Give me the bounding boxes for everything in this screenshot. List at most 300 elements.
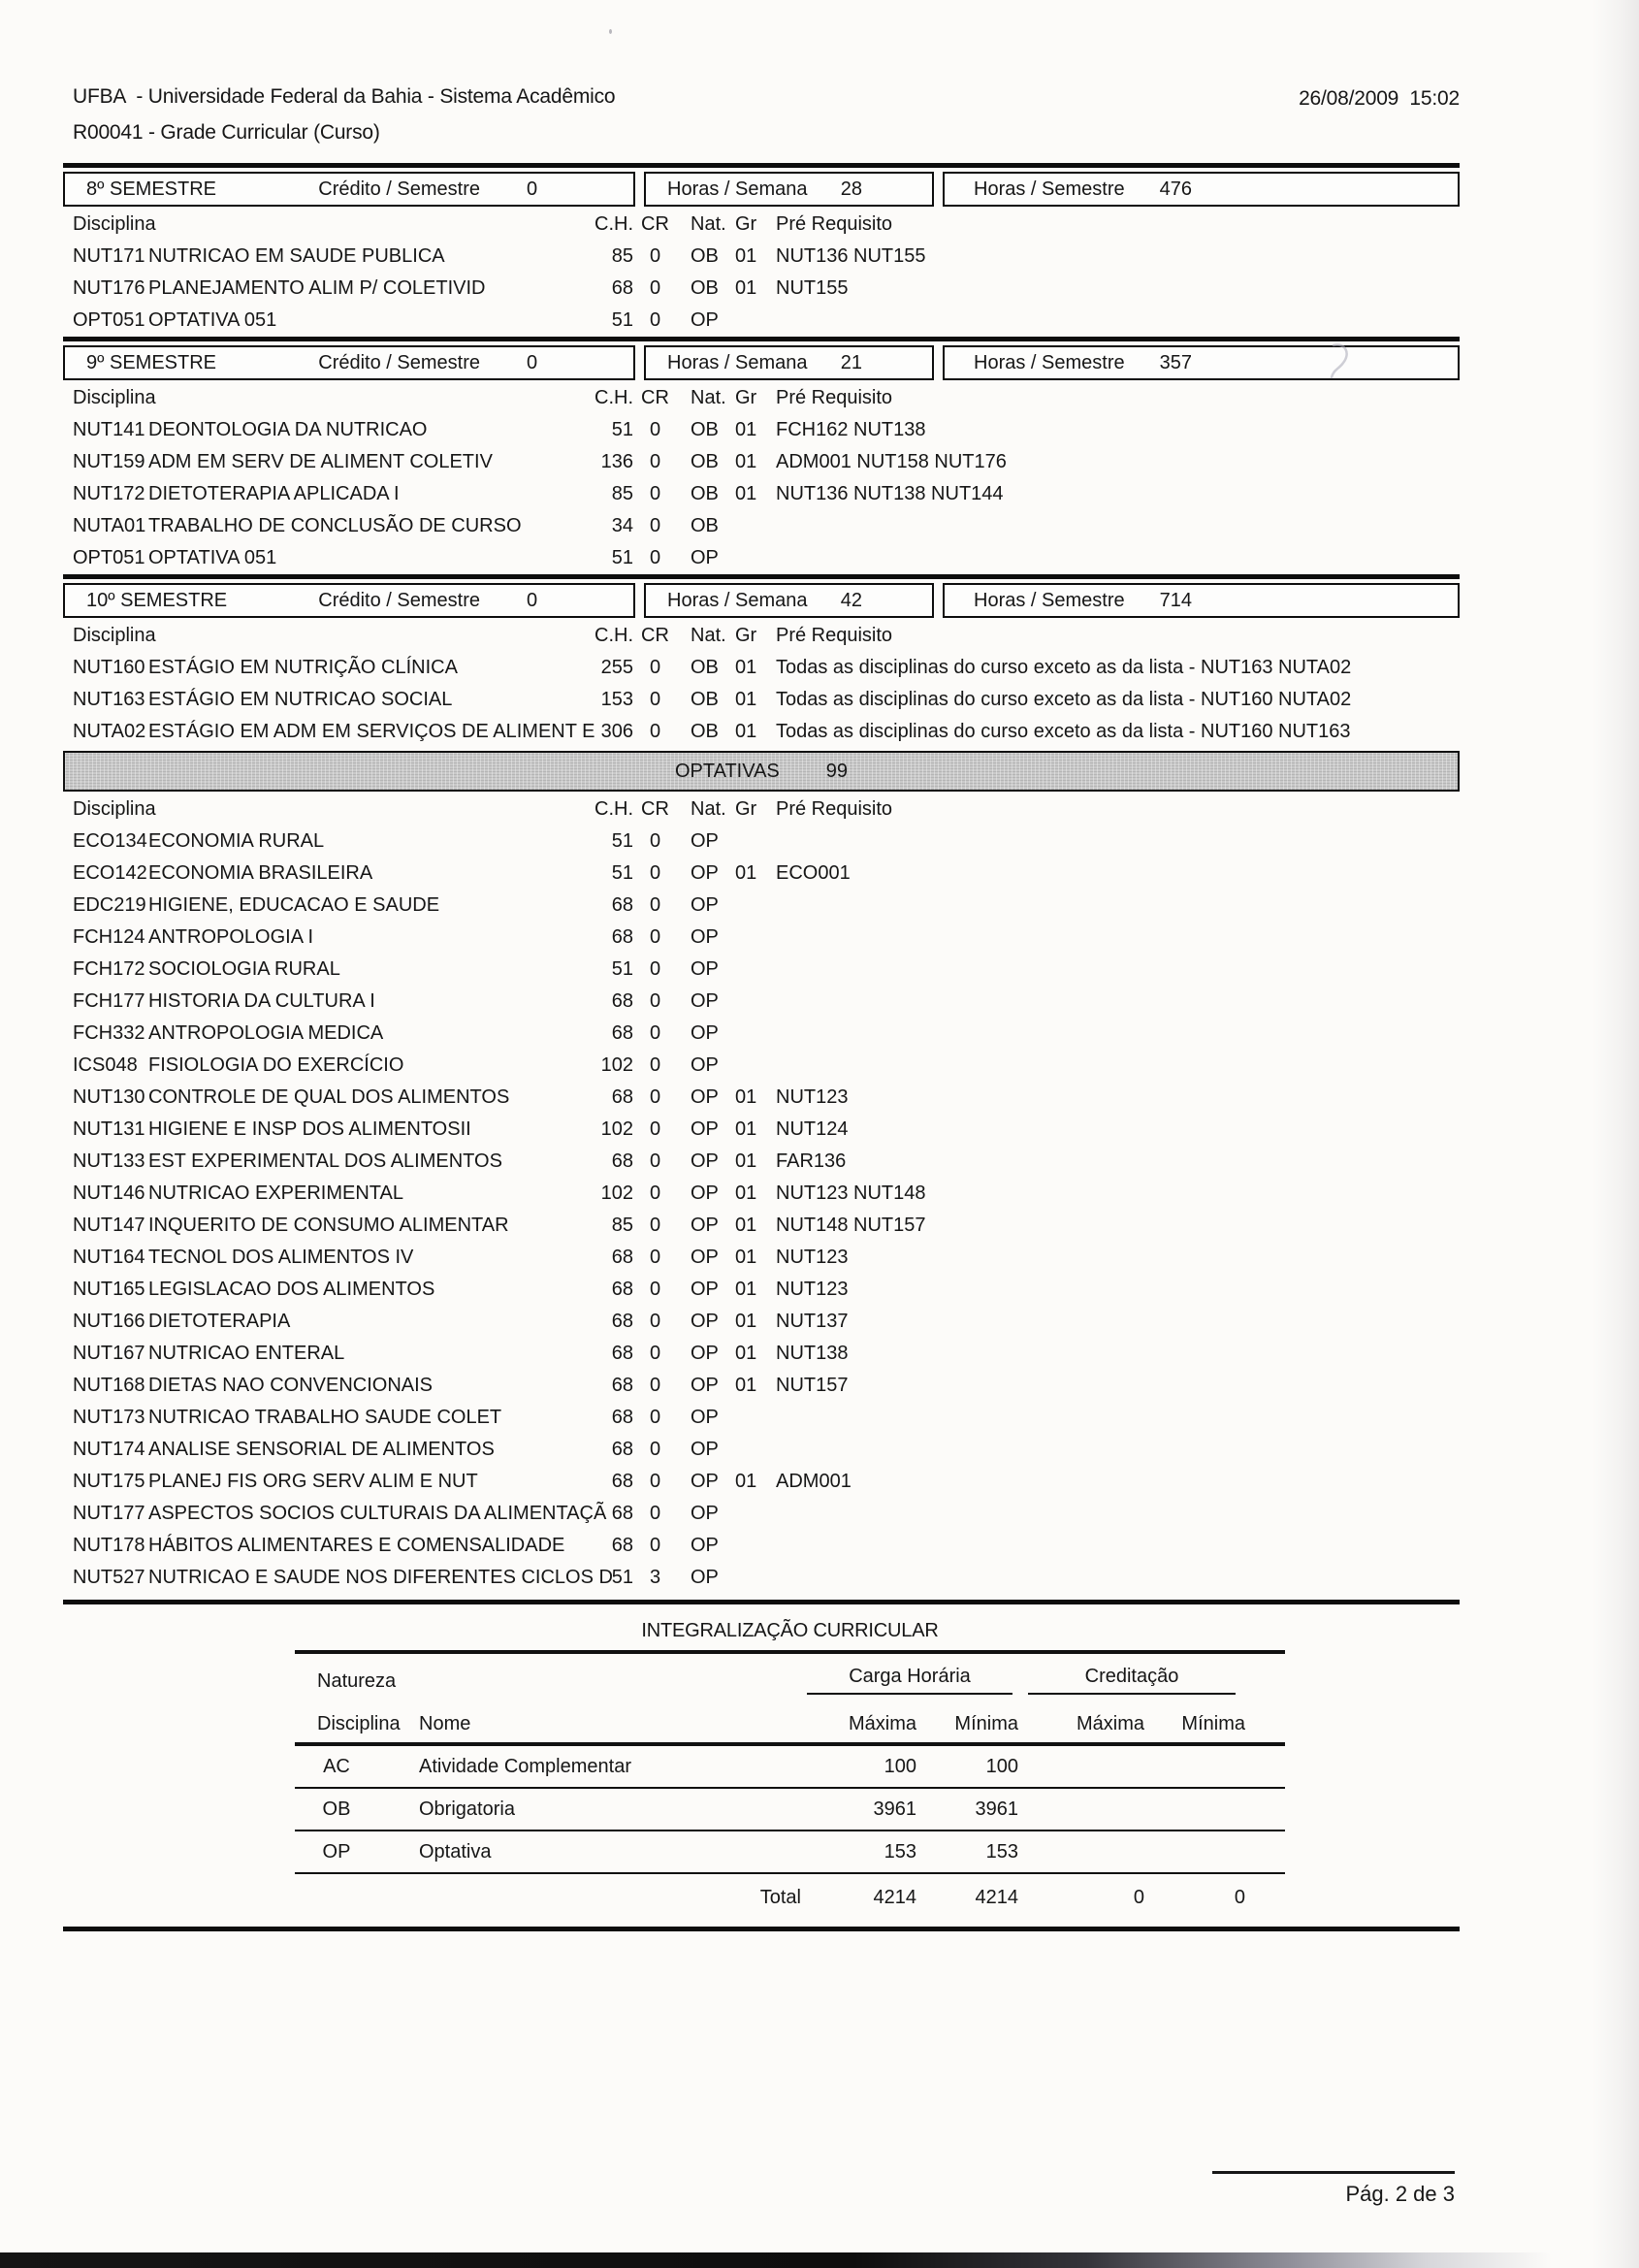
- discipline-cr: 0: [649, 1247, 661, 1268]
- discipline-code: FCH332: [73, 1022, 145, 1044]
- discipline-cr: 0: [649, 1375, 661, 1396]
- divider-rule: [63, 574, 1460, 579]
- column-nat: Nat.: [691, 625, 726, 646]
- discipline-row: [63, 1018, 1460, 1050]
- hours-per-semester-label: Horas / Semestre: [974, 178, 1125, 200]
- discipline-name: DIETOTERAPIA APLICADA I: [148, 483, 400, 504]
- optativas-title: OPTATIVAS: [674, 760, 780, 782]
- total-cred-minima: 0: [1234, 1886, 1245, 1908]
- discipline-row: [63, 1338, 1460, 1370]
- discipline-gr: 01: [735, 1118, 757, 1140]
- discipline-gr: 01: [735, 721, 757, 742]
- discipline-code: FCH177: [73, 990, 145, 1012]
- discipline-nat: OP: [691, 1279, 719, 1300]
- discipline-row: [63, 305, 1460, 337]
- integralizacao-column-headers: [295, 1695, 1285, 1742]
- carga-minima-value: 100: [985, 1755, 1018, 1777]
- discipline-nat: OP: [691, 1407, 719, 1428]
- discipline-name: HIGIENE E INSP DOS ALIMENTOSII: [148, 1118, 471, 1140]
- columns-header: [63, 209, 1460, 241]
- scan-edge-shadow: [1592, 0, 1639, 2268]
- discipline-gr: 01: [735, 451, 757, 472]
- discipline-code: NUT146: [73, 1183, 145, 1204]
- discipline-gr: 01: [735, 689, 757, 710]
- semester-section-8: [63, 163, 1460, 337]
- columns-header: [63, 382, 1460, 414]
- discipline-nat: OB: [691, 657, 719, 678]
- column-cr: CR: [641, 625, 669, 646]
- discipline-prereq: ADM001 NUT158 NUT176: [776, 451, 1007, 472]
- semester-title: 10º SEMESTRE: [86, 589, 228, 611]
- discipline-nat: OP: [691, 1375, 719, 1396]
- semester-header-bar: [63, 345, 1460, 380]
- carga-maxima-value: 100: [884, 1755, 916, 1777]
- discipline-nat: OB: [691, 277, 719, 299]
- discipline-cr: 0: [649, 245, 661, 267]
- discipline-code: ICS048: [73, 1054, 138, 1076]
- credit-per-semester-label: Crédito / Semestre: [318, 178, 480, 200]
- discipline-name: NUTRICAO EXPERIMENTAL: [148, 1183, 403, 1204]
- column-nat: Nat.: [691, 798, 726, 820]
- discipline-gr: 01: [735, 1279, 757, 1300]
- discipline-gr: 01: [735, 1150, 757, 1172]
- discipline-prereq: FAR136: [776, 1150, 847, 1172]
- discipline-nat: OP: [691, 1118, 719, 1140]
- discipline-gr: 01: [735, 1375, 757, 1396]
- discipline-prereq: Todas as disciplinas do curso exceto as da lista - NUT160 NUTA02: [776, 689, 1352, 710]
- column-prereq: Pré Requisito: [776, 798, 893, 820]
- divider-rule: [63, 1600, 1460, 1604]
- column-prereq: Pré Requisito: [776, 625, 893, 646]
- discipline-code: NUT166: [73, 1311, 145, 1332]
- discipline-prereq: NUT148 NUT157: [776, 1215, 926, 1236]
- discipline-code: ECO134: [73, 830, 147, 852]
- discipline-code: NUT177: [73, 1503, 145, 1524]
- discipline-cr: 0: [649, 1022, 661, 1044]
- discipline-nat: OP: [691, 926, 719, 948]
- discipline-row: [63, 652, 1460, 684]
- natureza-row: [295, 1746, 1285, 1789]
- discipline-name: PLANEJAMENTO ALIM P/ COLETIVID: [148, 277, 486, 299]
- discipline-code: NUT173: [73, 1407, 145, 1428]
- discipline-name: ECONOMIA RURAL: [148, 830, 325, 852]
- discipline-row: [63, 1274, 1460, 1306]
- report-body: [63, 163, 1460, 1931]
- natureza-row: [295, 1789, 1285, 1831]
- discipline-row: [63, 1370, 1460, 1402]
- discipline-gr: 01: [735, 419, 757, 440]
- column-nat: Nat.: [691, 213, 726, 235]
- discipline-row: [63, 1434, 1460, 1466]
- discipline-nat: OP: [691, 1471, 719, 1492]
- discipline-cr: 0: [649, 657, 661, 678]
- total-row: [295, 1874, 1285, 1921]
- divider-rule: [63, 163, 1460, 168]
- discipline-nat: OB: [691, 451, 719, 472]
- discipline-nat: OP: [691, 547, 719, 568]
- discipline-code: FCH172: [73, 958, 145, 980]
- discipline-ch: 51: [611, 419, 633, 440]
- discipline-name: FISIOLOGIA DO EXERCÍCIO: [148, 1054, 404, 1076]
- discipline-ch: 68: [611, 1086, 633, 1108]
- discipline-prereq: NUT124: [776, 1118, 849, 1140]
- discipline-row: [63, 1178, 1460, 1210]
- discipline-cr: 0: [649, 862, 661, 884]
- discipline-cr: 0: [649, 990, 661, 1012]
- column-ch: C.H.: [595, 387, 633, 408]
- column-disciplina: Disciplina: [73, 213, 156, 235]
- discipline-prereq: NUT123 NUT148: [776, 1183, 926, 1204]
- discipline-gr: 01: [735, 1311, 757, 1332]
- discipline-row: [63, 1242, 1460, 1274]
- discipline-name: DIETAS NAO CONVENCIONAIS: [148, 1375, 434, 1396]
- discipline-ch: 68: [611, 1311, 633, 1332]
- discipline-prereq: NUT123: [776, 1086, 849, 1108]
- discipline-nat: OB: [691, 721, 719, 742]
- discipline-code: NUT172: [73, 483, 145, 504]
- discipline-code: NUT133: [73, 1150, 145, 1172]
- discipline-name: INQUERITO DE CONSUMO ALIMENTAR: [148, 1215, 509, 1236]
- discipline-code: NUT167: [73, 1343, 145, 1364]
- discipline-ch: 68: [611, 1503, 633, 1524]
- discipline-row: [63, 1082, 1460, 1114]
- discipline-code: NUT160: [73, 657, 145, 678]
- discipline-cr: 0: [649, 1215, 661, 1236]
- discipline-name: NUTRICAO E SAUDE NOS DIFERENTES CICLOS D: [148, 1567, 613, 1588]
- hours-per-week-label: Horas / Semana: [667, 178, 808, 200]
- carga-minima-value: 3961: [975, 1798, 1018, 1820]
- discipline-name: ANTROPOLOGIA MEDICA: [148, 1022, 384, 1044]
- discipline-gr: 01: [735, 483, 757, 504]
- discipline-row: [63, 1562, 1460, 1594]
- discipline-prereq: NUT137: [776, 1311, 849, 1332]
- discipline-prereq: Todas as disciplinas do curso exceto as da lista - NUT163 NUTA02: [776, 657, 1352, 678]
- discipline-row: [63, 1498, 1460, 1530]
- discipline-nat: OP: [691, 1439, 719, 1460]
- hours-per-semester-box: [943, 345, 1460, 380]
- discipline-ch: 306: [600, 721, 633, 742]
- discipline-code: NUTA02: [73, 721, 146, 742]
- discipline-name: EST EXPERIMENTAL DOS ALIMENTOS: [148, 1150, 502, 1172]
- discipline-code: NUT159: [73, 451, 145, 472]
- scan-speck: [609, 29, 612, 34]
- column-prereq: Pré Requisito: [776, 213, 893, 235]
- discipline-name: HIGIENE, EDUCACAO E SAUDE: [148, 894, 440, 916]
- discipline-ch: 68: [611, 1375, 633, 1396]
- discipline-ch: 85: [611, 483, 633, 504]
- discipline-row: [63, 716, 1460, 748]
- discipline-name: TECNOL DOS ALIMENTOS IV: [148, 1247, 414, 1268]
- discipline-row: [63, 273, 1460, 305]
- discipline-row: [63, 1146, 1460, 1178]
- discipline-code: OPT051: [73, 309, 145, 331]
- discipline-code: NUT130: [73, 1086, 145, 1108]
- discipline-code: NUT164: [73, 1247, 145, 1268]
- discipline-ch: 34: [611, 515, 633, 536]
- discipline-name: ESTÁGIO EM ADM EM SERVIÇOS DE ALIMENT E: [148, 721, 595, 742]
- discipline-ch: 68: [611, 894, 633, 916]
- discipline-name: LEGISLACAO DOS ALIMENTOS: [148, 1279, 435, 1300]
- column-ch: C.H.: [595, 798, 633, 820]
- semester-title: 9º SEMESTRE: [86, 351, 217, 373]
- semester-credit-box: [63, 172, 635, 207]
- hours-per-semester-value: 476: [1159, 178, 1192, 200]
- discipline-code: NUT141: [73, 419, 145, 440]
- discipline-nat: OP: [691, 862, 719, 884]
- discipline-nat: OP: [691, 1535, 719, 1556]
- discipline-cr: 0: [649, 1407, 661, 1428]
- discipline-nat: OP: [691, 830, 719, 852]
- carga-minima-value: 153: [985, 1840, 1018, 1863]
- integralizacao-title: INTEGRALIZAÇÃO CURRICULAR: [641, 1620, 939, 1641]
- column-carga-minima: Mínima: [954, 1713, 1018, 1734]
- hours-per-week-value: 21: [840, 351, 862, 373]
- discipline-code: NUT163: [73, 689, 145, 710]
- hours-per-semester-box: [943, 583, 1460, 618]
- discipline-row: [63, 826, 1460, 858]
- discipline-ch: 51: [611, 547, 633, 568]
- discipline-nat: OP: [691, 1022, 719, 1044]
- total-label: Total: [759, 1886, 801, 1908]
- discipline-cr: 0: [649, 1343, 661, 1364]
- discipline-row: [63, 414, 1460, 446]
- total-cred-maxima: 0: [1133, 1886, 1144, 1908]
- discipline-name: HISTORIA DA CULTURA I: [148, 990, 375, 1012]
- discipline-code: FCH124: [73, 926, 145, 948]
- discipline-ch: 68: [611, 1439, 633, 1460]
- carga-horaria-label: Carga Horária: [807, 1666, 1012, 1695]
- discipline-ch: 51: [611, 309, 633, 331]
- column-prereq: Pré Requisito: [776, 387, 893, 408]
- discipline-cr: 0: [649, 419, 661, 440]
- discipline-ch: 85: [611, 1215, 633, 1236]
- discipline-nat: OP: [691, 1567, 719, 1588]
- hours-per-week-label: Horas / Semana: [667, 589, 808, 611]
- semester-title: 8º SEMESTRE: [86, 178, 217, 200]
- discipline-ch: 68: [611, 1471, 633, 1492]
- discipline-prereq: NUT136 NUT155: [776, 245, 926, 267]
- discipline-code: NUT147: [73, 1215, 145, 1236]
- column-cr: CR: [641, 387, 669, 408]
- discipline-ch: 68: [611, 277, 633, 299]
- discipline-ch: 68: [611, 1150, 633, 1172]
- discipline-cr: 0: [649, 451, 661, 472]
- discipline-ch: 85: [611, 245, 633, 267]
- natureza-code: OP: [322, 1840, 351, 1863]
- column-nome: Nome: [419, 1713, 471, 1734]
- discipline-nat: OP: [691, 894, 719, 916]
- discipline-ch: 68: [611, 926, 633, 948]
- discipline-ch: 68: [611, 1343, 633, 1364]
- discipline-cr: 0: [649, 1150, 661, 1172]
- discipline-ch: 255: [600, 657, 633, 678]
- report-header: [73, 85, 1460, 145]
- discipline-code: ECO142: [73, 862, 147, 884]
- semester-credit-box: [63, 345, 635, 380]
- discipline-nat: OB: [691, 515, 719, 536]
- natureza-row: [295, 1831, 1285, 1874]
- discipline-ch: 51: [611, 862, 633, 884]
- discipline-row: [63, 1114, 1460, 1146]
- discipline-code: NUT178: [73, 1535, 145, 1556]
- discipline-cr: 0: [649, 1535, 661, 1556]
- discipline-cr: 0: [649, 1471, 661, 1492]
- column-gr: Gr: [735, 625, 757, 646]
- discipline-cr: 0: [649, 894, 661, 916]
- discipline-ch: 68: [611, 1022, 633, 1044]
- discipline-name: DIETOTERAPIA: [148, 1311, 291, 1332]
- column-carga-maxima: Máxima: [848, 1713, 916, 1734]
- discipline-code: NUT165: [73, 1279, 145, 1300]
- discipline-row: [63, 1530, 1460, 1562]
- discipline-prereq: NUT155: [776, 277, 849, 299]
- discipline-nat: OP: [691, 990, 719, 1012]
- discipline-name: CONTROLE DE QUAL DOS ALIMENTOS: [148, 1086, 510, 1108]
- scan-bottom-bar: [0, 2252, 1552, 2268]
- discipline-row: [63, 1210, 1460, 1242]
- discipline-row: [63, 922, 1460, 954]
- discipline-gr: 01: [735, 1183, 757, 1204]
- hours-per-semester-value: 357: [1159, 351, 1192, 373]
- discipline-code: NUT174: [73, 1439, 145, 1460]
- discipline-ch: 51: [611, 958, 633, 980]
- discipline-row: [63, 684, 1460, 716]
- hours-per-week-box: [644, 583, 934, 618]
- discipline-cr: 0: [649, 830, 661, 852]
- discipline-cr: 0: [649, 1279, 661, 1300]
- optativas-header-bar: [63, 751, 1460, 792]
- discipline-code: NUT171: [73, 245, 145, 267]
- divider-rule: [63, 337, 1460, 341]
- column-disciplina: Disciplina: [73, 625, 156, 646]
- discipline-prereq: NUT138: [776, 1343, 849, 1364]
- discipline-cr: 0: [649, 721, 661, 742]
- discipline-ch: 68: [611, 1279, 633, 1300]
- credit-per-semester-label: Crédito / Semestre: [318, 351, 480, 373]
- discipline-name: NUTRICAO ENTERAL: [148, 1343, 345, 1364]
- discipline-row: [63, 542, 1460, 574]
- credit-per-semester-value: 0: [527, 178, 538, 200]
- discipline-gr: 01: [735, 1471, 757, 1492]
- discipline-code: NUT168: [73, 1375, 145, 1396]
- discipline-cr: 0: [649, 547, 661, 568]
- hours-per-semester-label: Horas / Semestre: [974, 589, 1125, 611]
- semester-header-bar: [63, 172, 1460, 207]
- discipline-gr: 01: [735, 657, 757, 678]
- discipline-nat: OB: [691, 245, 719, 267]
- discipline-nat: OP: [691, 1183, 719, 1204]
- column-cred-maxima: Máxima: [1076, 1713, 1144, 1734]
- discipline-ch: 68: [611, 1407, 633, 1428]
- discipline-row: [63, 986, 1460, 1018]
- column-cred-minima: Mínima: [1181, 1713, 1245, 1734]
- column-gr: Gr: [735, 798, 757, 820]
- hours-per-week-value: 42: [840, 589, 862, 611]
- system-title: UFBA - Universidade Federal da Bahia - Sistema Acadêmico: [73, 85, 616, 108]
- discipline-cr: 0: [649, 483, 661, 504]
- discipline-nat: OP: [691, 1054, 719, 1076]
- discipline-name: NUTRICAO TRABALHO SAUDE COLET: [148, 1407, 502, 1428]
- discipline-code: NUTA01: [73, 515, 146, 536]
- discipline-cr: 0: [649, 1311, 661, 1332]
- optativas-value: 99: [825, 760, 849, 782]
- discipline-ch: 68: [611, 1247, 633, 1268]
- discipline-row: [63, 1466, 1460, 1498]
- discipline-name: ANTROPOLOGIA I: [148, 926, 314, 948]
- discipline-row: [63, 446, 1460, 478]
- column-ch: C.H.: [595, 213, 633, 235]
- hours-per-semester-label: Horas / Semestre: [974, 351, 1125, 373]
- discipline-row: [63, 1050, 1460, 1082]
- discipline-ch: 51: [611, 830, 633, 852]
- discipline-name: NUTRICAO EM SAUDE PUBLICA: [148, 245, 445, 267]
- discipline-ch: 136: [600, 451, 633, 472]
- discipline-name: ASPECTOS SOCIOS CULTURAIS DA ALIMENTAÇÃ: [148, 1503, 607, 1524]
- column-disciplina: Disciplina: [73, 387, 156, 408]
- column-gr: Gr: [735, 213, 757, 235]
- page-footer: [1212, 2171, 1455, 2207]
- natureza-code: OB: [322, 1798, 351, 1820]
- report-id-title: R00041 - Grade Curricular (Curso): [73, 121, 380, 144]
- discipline-gr: 01: [735, 277, 757, 299]
- hours-per-semester-value: 714: [1159, 589, 1192, 611]
- discipline-cr: 0: [649, 1183, 661, 1204]
- discipline-gr: 01: [735, 1086, 757, 1108]
- discipline-nat: OP: [691, 1247, 719, 1268]
- discipline-cr: 0: [649, 277, 661, 299]
- column-gr: Gr: [735, 387, 757, 408]
- carga-maxima-value: 153: [884, 1840, 916, 1863]
- total-carga-minima: 4214: [975, 1886, 1018, 1908]
- hours-per-week-value: 28: [840, 178, 862, 200]
- discipline-ch: 102: [600, 1183, 633, 1204]
- discipline-code: NUT175: [73, 1471, 145, 1492]
- discipline-name: SOCIOLOGIA RURAL: [148, 958, 340, 980]
- discipline-name: DEONTOLOGIA DA NUTRICAO: [148, 419, 428, 440]
- discipline-prereq: NUT157: [776, 1375, 849, 1396]
- natureza-name: Atividade Complementar: [419, 1755, 631, 1777]
- discipline-nat: OP: [691, 1343, 719, 1364]
- discipline-name: ANALISE SENSORIAL DE ALIMENTOS: [148, 1439, 495, 1460]
- discipline-gr: 01: [735, 1215, 757, 1236]
- natureza-name: Optativa: [419, 1840, 492, 1863]
- discipline-cr: 0: [649, 1503, 661, 1524]
- discipline-row: [63, 858, 1460, 890]
- discipline-ch: 102: [600, 1054, 633, 1076]
- discipline-name: OPTATIVA 051: [148, 309, 277, 331]
- credit-per-semester-value: 0: [527, 351, 538, 373]
- discipline-nat: OP: [691, 958, 719, 980]
- discipline-gr: 01: [735, 245, 757, 267]
- discipline-nat: OP: [691, 1311, 719, 1332]
- hours-per-week-box: [644, 172, 934, 207]
- discipline-code: NUT176: [73, 277, 145, 299]
- integralizacao-header-groups: [295, 1654, 1285, 1695]
- discipline-row: [63, 510, 1460, 542]
- semester-header-bar: [63, 583, 1460, 618]
- semester-section-10: [63, 574, 1460, 748]
- discipline-nat: OB: [691, 419, 719, 440]
- natureza-name: Obrigatoria: [419, 1798, 515, 1820]
- discipline-name: ADM EM SERV DE ALIMENT COLETIV: [148, 451, 493, 472]
- bottom-rule: [63, 1927, 1460, 1931]
- page-indicator: Pág. 2 de 3: [1345, 2182, 1455, 2206]
- discipline-code: EDC219: [73, 894, 146, 916]
- discipline-cr: 0: [649, 958, 661, 980]
- semester-section-9: [63, 337, 1460, 574]
- carga-maxima-value: 3961: [873, 1798, 916, 1820]
- discipline-code: OPT051: [73, 547, 145, 568]
